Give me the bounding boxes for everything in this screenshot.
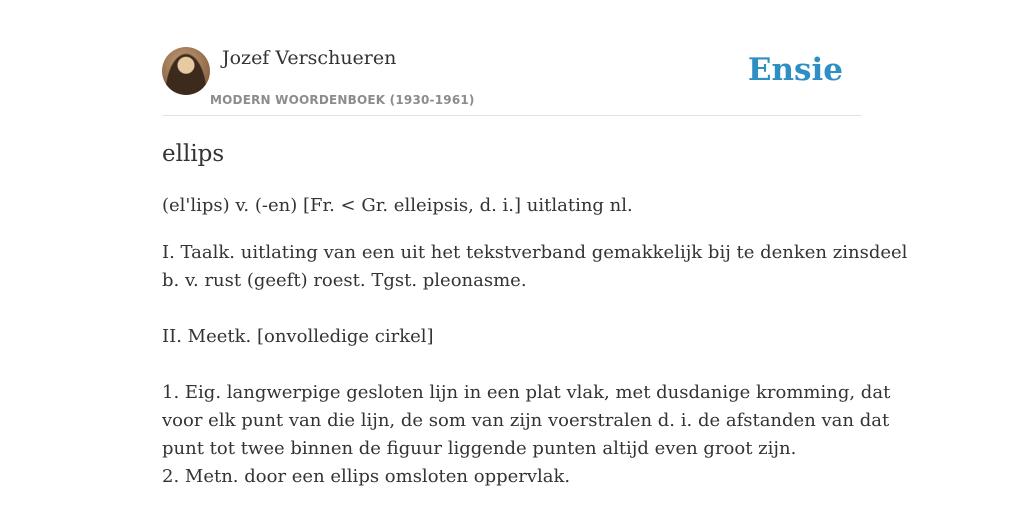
definition-line: b. v. rust (geeft) roest. Tgst. pleonasme.	[162, 270, 527, 291]
definition-line: II. Meetk. [onvolledige cirkel]	[162, 326, 434, 347]
entry-title: ellips	[162, 141, 225, 167]
author-avatar[interactable]	[162, 47, 210, 95]
author-name[interactable]: Jozef Verschueren	[222, 47, 397, 69]
page-header	[162, 0, 862, 116]
definition-line: punt tot twee binnen de figuur liggende punten altijd even groot zijn.	[162, 438, 797, 459]
definition-spacer	[162, 351, 862, 379]
entry-definition	[162, 239, 908, 491]
definition-line: voor elk punt van die lijn, de som van zijn voerstralen d. i. de afstanden van dat	[162, 410, 890, 431]
definition-line: 2. Metn. door een ellips omsloten oppervlak.	[162, 466, 571, 487]
definition-spacer	[162, 295, 862, 323]
entry-etymology: (el'lips) v. (-en) [Fr. < Gr. elleipsis, d. i.] uitlating nl.	[162, 195, 633, 216]
definition-line: 1. Eig. langwerpige gesloten lijn in een plat vlak, met dusdanige kromming, dat	[162, 382, 891, 403]
definition-line: I. Taalk. uitlating van een uit het tekstverband gemakkelijk bij te denken zinsdeel	[162, 242, 908, 263]
source-label[interactable]: MODERN WOORDENBOEK (1930-1961)	[210, 93, 475, 107]
site-logo[interactable]: Ensie	[747, 52, 843, 88]
